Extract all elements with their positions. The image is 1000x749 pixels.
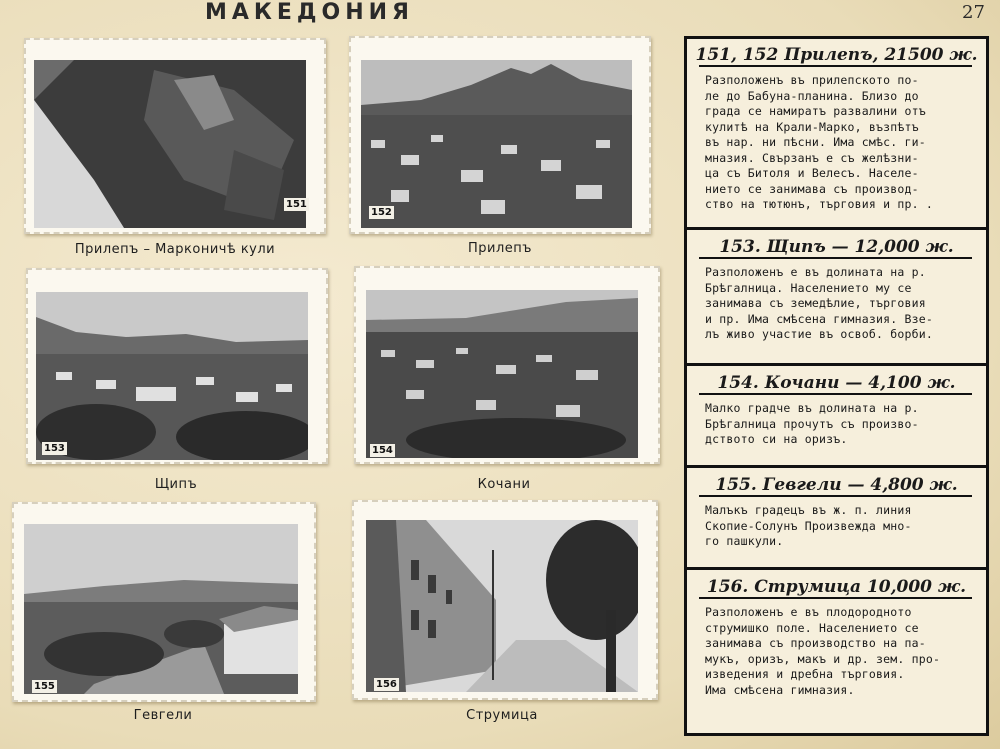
stamp-caption: Прилепъ – Марконичѣ кули — [74, 242, 276, 257]
entry-text: Малко градче въ долината на р. Брѣгалница прочутъ съ произво- дството си на оризъ. — [705, 401, 919, 446]
section-divider — [687, 567, 986, 570]
entry-shtip — [687, 231, 986, 363]
entry-heading: 156. Струмица 10,000 ж. — [706, 577, 967, 597]
entry-prilep — [687, 39, 986, 227]
page-number: 27 — [962, 2, 985, 23]
stamp-card-151 — [24, 38, 326, 234]
stamp-caption: Струмица — [466, 708, 538, 723]
stamp-number: 152 — [371, 207, 392, 218]
entry-strumica — [687, 571, 986, 731]
stamp-number: 154 — [372, 445, 393, 456]
stamp-photo-153 — [36, 292, 308, 460]
stamp-card-152 — [349, 36, 651, 234]
stamp-card-153 — [26, 268, 328, 464]
entry-kochani — [687, 367, 986, 465]
entry-heading: 151, 152 Прилепъ, 21500 ж. — [695, 45, 978, 65]
stamp-photo-151 — [34, 60, 306, 228]
entry-text: Разположенъ е въ долината на р. Брѣгалница. Населението му се занимава съ земедѣлие, търговия и пр. Има смѣсена гимназия. Взе- лъ живо участие въ освоб. борби. — [705, 265, 933, 341]
entry-heading: 153. Щипъ — 12,000 ж. — [719, 237, 954, 257]
section-divider — [687, 227, 986, 230]
section-divider — [687, 363, 986, 366]
stamp-card-155 — [12, 502, 316, 702]
stamp-caption: Щипъ — [154, 477, 198, 492]
stamp-number: 155 — [34, 681, 55, 692]
info-panel — [684, 36, 989, 736]
page-title: МАКЕДОНИЯ — [205, 0, 414, 25]
stamp-photo-152 — [361, 60, 632, 228]
entry-heading: 155. Гевгели — 4,800 ж. — [715, 475, 958, 495]
stamp-photo-155 — [24, 524, 298, 694]
stamp-photo-154 — [366, 290, 638, 458]
section-divider — [687, 465, 986, 468]
stamp-number: 151 — [286, 199, 307, 210]
stamp-number: 156 — [376, 679, 397, 690]
stamp-card-156 — [352, 500, 658, 700]
stamp-number: 153 — [44, 443, 65, 454]
entry-text: Малъкъ градецъ въ ж. п. линия Скопие-Солунъ Произвежда мно- го пашкули. — [705, 503, 912, 548]
stamp-photo-156 — [366, 520, 638, 692]
stamp-caption: Прилепъ — [468, 241, 532, 256]
entry-text: Разположенъ въ прилепското по- ле до Бабуна-планина. Близо до града се намиратъ развалини отъ кулитѣ на Крали-Марко, възпѣтъ въ нар. ни пѣсни. Има смѣс. ги- мназия. Свързанъ е съ желѣзни- ца съ Битоля и Велесъ. Населе- нието се занимава съ производ- ство на тютюнъ, търговия и пр. . — [705, 73, 933, 211]
stamp-caption: Кочани — [477, 477, 531, 492]
stamp-caption: Гевгели — [133, 708, 193, 723]
stamp-card-154 — [354, 266, 660, 464]
entry-text: Разположенъ е въ плодородното струмишко поле. Населението се занимава съ производство на па- мукъ, оризъ, макъ и др. зем. про- изведения и дребна търговия. Има смѣсена гимназия. — [705, 605, 941, 697]
entry-gevgeli — [687, 469, 986, 567]
entry-heading: 154. Кочани — 4,100 ж. — [717, 373, 956, 393]
